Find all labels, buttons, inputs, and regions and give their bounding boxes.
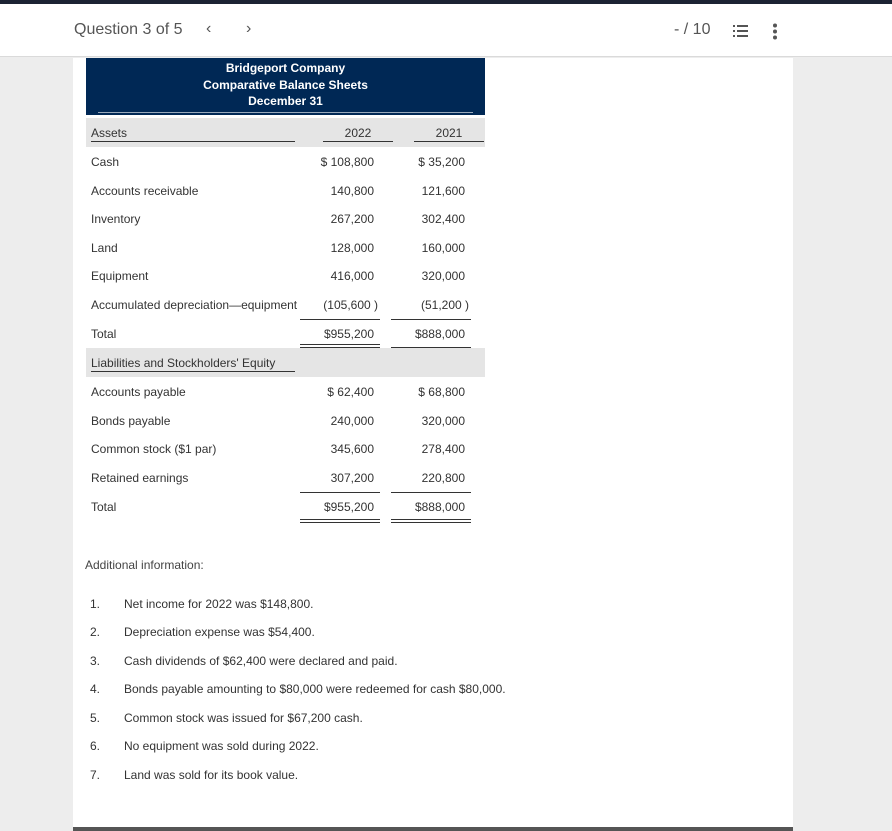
total-double-rule	[300, 519, 380, 523]
item-number: 4.	[90, 682, 101, 696]
value-2021: 302,400	[421, 212, 465, 226]
liabilities-total-row	[86, 492, 485, 521]
score-display: - / 10	[674, 21, 711, 38]
value-2021: (51,200 )	[420, 298, 469, 312]
row-label: Equipment	[91, 269, 149, 283]
value-2021: 278,400	[421, 442, 465, 456]
assets-heading: Assets	[91, 126, 295, 142]
table-row	[86, 377, 485, 406]
next-question-button[interactable]: ›	[246, 20, 252, 37]
row-label: Accumulated depreciation—equipment	[91, 298, 298, 312]
value-2022: 416,000	[330, 269, 374, 283]
additional-info-heading: Additional information:	[85, 558, 204, 572]
table-row	[86, 147, 485, 176]
table-row	[86, 406, 485, 435]
table-row	[86, 204, 485, 233]
total-2022: $955,200	[323, 500, 374, 514]
assets-heading-row	[86, 118, 485, 147]
total-double-rule	[391, 519, 471, 523]
item-text: Common stock was issued for $67,200 cash.	[124, 711, 363, 725]
statement-date: December 31	[248, 94, 323, 108]
year-2021-header: 2021	[414, 126, 484, 142]
row-label: Accounts payable	[91, 385, 186, 399]
row-label: Bonds payable	[91, 414, 171, 428]
item-number: 6.	[90, 739, 101, 753]
item-number: 7.	[90, 768, 101, 782]
cut-off-content-bar	[73, 827, 793, 831]
value-2022: (105,600 )	[323, 298, 378, 312]
row-label: Total	[91, 500, 117, 514]
table-row	[86, 463, 485, 492]
item-number: 1.	[90, 597, 101, 611]
row-label: Accounts receivable	[91, 184, 199, 198]
value-2022: 140,800	[330, 184, 374, 198]
row-label: Inventory	[91, 212, 141, 226]
table-row	[86, 434, 485, 463]
value-2022: 267,200	[330, 212, 374, 226]
year-2022-header: 2022	[323, 126, 393, 142]
item-text: No equipment was sold during 2022.	[124, 739, 319, 753]
statement-title: Comparative Balance Sheets	[203, 77, 368, 92]
value-2021: 121,600	[421, 184, 465, 198]
item-number: 2.	[90, 625, 101, 639]
row-label: Retained earnings	[91, 471, 189, 485]
item-number: 3.	[90, 654, 101, 668]
header-divider	[98, 112, 473, 113]
item-text: Bonds payable amounting to $80,000 were redeemed for cash $80,000.	[124, 682, 506, 696]
question-content	[73, 58, 793, 831]
value-2021: $ 68,800	[418, 385, 465, 399]
liabilities-heading: Liabilities and Stockholders' Equity	[91, 356, 295, 372]
item-text: Depreciation expense was $54,400.	[124, 625, 315, 639]
total-2022: $955,200	[323, 327, 374, 341]
row-label: Common stock ($1 par)	[91, 442, 217, 456]
value-2022: $ 62,400	[327, 385, 374, 399]
value-2021: 220,800	[421, 471, 465, 485]
value-2022: 128,000	[330, 241, 374, 255]
total-2021: $888,000	[414, 500, 465, 514]
value-2021: 160,000	[421, 241, 465, 255]
company-name: Bridgeport Company	[225, 61, 346, 75]
more-vertical-icon[interactable]	[772, 23, 778, 40]
assets-total-row	[86, 319, 485, 348]
value-2022: 240,000	[330, 414, 374, 428]
list-icon[interactable]	[733, 24, 748, 38]
item-text: Cash dividends of $62,400 were declared and paid.	[124, 654, 398, 668]
table-row	[86, 176, 485, 205]
value-2022: 307,200	[330, 471, 374, 485]
item-number: 5.	[90, 711, 101, 725]
value-2022: 345,600	[330, 442, 374, 456]
value-2021: $ 35,200	[418, 155, 465, 169]
liabilities-heading-row	[86, 348, 485, 377]
table-row	[86, 233, 485, 262]
item-text: Net income for 2022 was $148,800.	[124, 597, 314, 611]
balance-sheet-header	[86, 58, 485, 115]
question-label: Question 3 of 5	[74, 21, 183, 38]
table-row	[86, 261, 485, 290]
table-row	[86, 290, 485, 319]
value-2022: $ 108,800	[320, 155, 374, 169]
value-2021: 320,000	[421, 269, 465, 283]
value-2021: 320,000	[421, 414, 465, 428]
row-label: Total	[91, 327, 117, 341]
row-label: Land	[91, 241, 118, 255]
item-text: Land was sold for its book value.	[124, 768, 299, 782]
row-label: Cash	[91, 155, 120, 169]
total-2021: $888,000	[414, 327, 465, 341]
question-header	[0, 4, 892, 57]
previous-question-button[interactable]: ‹	[206, 20, 212, 37]
